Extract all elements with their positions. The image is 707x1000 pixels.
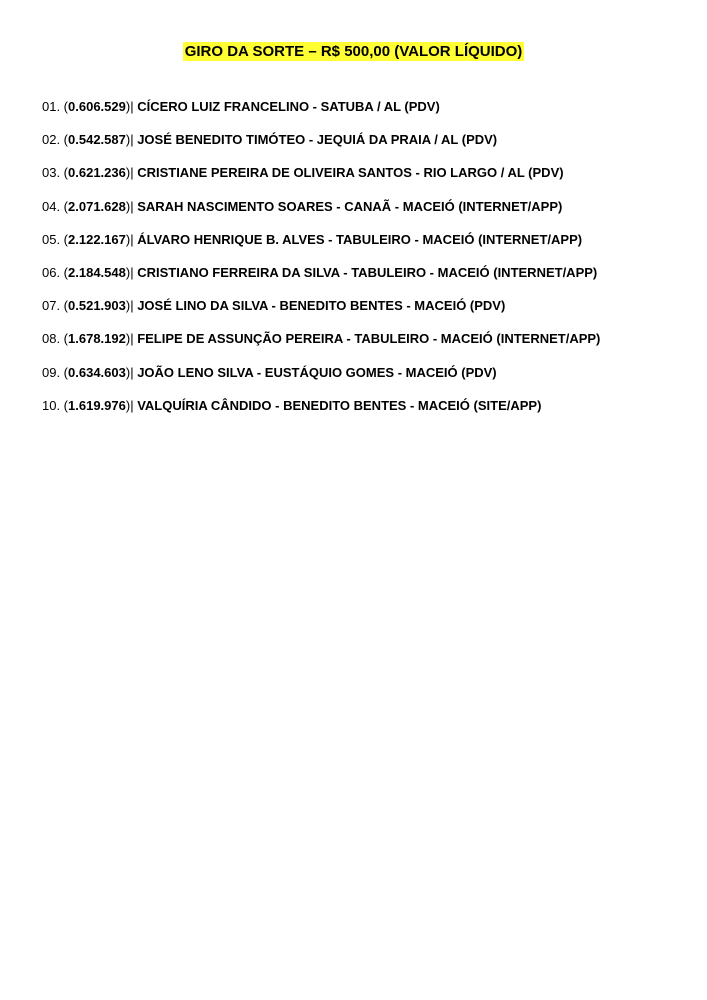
winner-number: 10. (: [42, 397, 69, 413]
winner-row: [42, 131, 600, 164]
winner-number: 09. (: [42, 364, 69, 380]
winner-code: 0.621.236: [68, 165, 126, 181]
winner-code: 0.521.903: [68, 298, 126, 314]
winner-detail: FELIPE DE ASSUNÇÃO PEREIRA - TABULEIRO - MACEIÓ (INTERNET/APP): [133, 331, 601, 347]
winner-row: [42, 198, 600, 231]
winner-detail: JOÃO LENO SILVA - EUSTÁQUIO GOMES - MACEIÓ (PDV): [133, 364, 497, 380]
winner-code: 2.184.548: [68, 264, 126, 280]
winner-number: 06. (: [42, 264, 69, 280]
winner-separator: )|: [125, 364, 134, 380]
winner-separator: )|: [125, 331, 134, 347]
winner-detail: ÁLVARO HENRIQUE B. ALVES - TABULEIRO - MACEIÓ (INTERNET/APP): [133, 231, 583, 247]
winner-row: [42, 297, 600, 330]
winner-number: 01. (: [42, 99, 69, 114]
winner-separator: )|: [125, 132, 134, 148]
winner-separator: )|: [125, 99, 134, 114]
winner-code: 0.606.529: [68, 99, 126, 114]
winner-detail: SARAH NASCIMENTO SOARES - CANAÃ - MACEIÓ (INTERNET/APP): [133, 198, 563, 214]
winner-separator: )|: [125, 264, 134, 280]
winner-detail: VALQUÍRIA CÂNDIDO - BENEDITO BENTES - MACEIÓ (SITE/APP): [133, 397, 542, 413]
winner-code: 0.542.587: [68, 132, 126, 148]
winner-row: [42, 264, 600, 297]
winner-number: 02. (: [42, 132, 69, 148]
winner-separator: )|: [125, 397, 134, 413]
winners-list: [42, 98, 600, 430]
winner-code: 2.122.167: [68, 231, 126, 247]
winner-row: [42, 231, 600, 264]
winner-code: 1.619.976: [68, 397, 126, 413]
winner-code: 0.634.603: [68, 364, 126, 380]
winner-separator: )|: [125, 198, 134, 214]
document-title: GIRO DA SORTE – R$ 500,00 (VALOR LÍQUIDO): [184, 43, 523, 60]
winner-detail: CÍCERO LUIZ FRANCELINO - SATUBA / AL (PDV): [133, 99, 440, 114]
winner-code: 1.678.192: [68, 331, 126, 347]
winner-row: [42, 164, 600, 197]
winner-detail: JOSÉ BENEDITO TIMÓTEO - JEQUIÁ DA PRAIA / AL (PDV): [133, 132, 498, 148]
winner-detail: JOSÉ LINO DA SILVA - BENEDITO BENTES - MACEIÓ (PDV): [133, 298, 506, 314]
winner-separator: )|: [125, 165, 134, 181]
winner-row: [42, 330, 600, 363]
winner-row: [42, 364, 600, 397]
winner-detail: CRISTIANO FERREIRA DA SILVA - TABULEIRO - MACEIÓ (INTERNET/APP): [133, 264, 598, 280]
title-container: [0, 42, 707, 61]
winner-number: 03. (: [42, 165, 69, 181]
winner-row: [42, 98, 600, 131]
winner-code: 2.071.628: [68, 198, 126, 214]
winner-number: 05. (: [42, 231, 69, 247]
winner-number: 08. (: [42, 331, 69, 347]
winner-separator: )|: [125, 231, 134, 247]
winner-separator: )|: [125, 298, 134, 314]
winner-number: 07. (: [42, 298, 69, 314]
winner-detail: CRISTIANE PEREIRA DE OLIVEIRA SANTOS - RIO LARGO / AL (PDV): [133, 165, 564, 181]
winner-row: [42, 397, 600, 430]
winner-number: 04. (: [42, 198, 69, 214]
